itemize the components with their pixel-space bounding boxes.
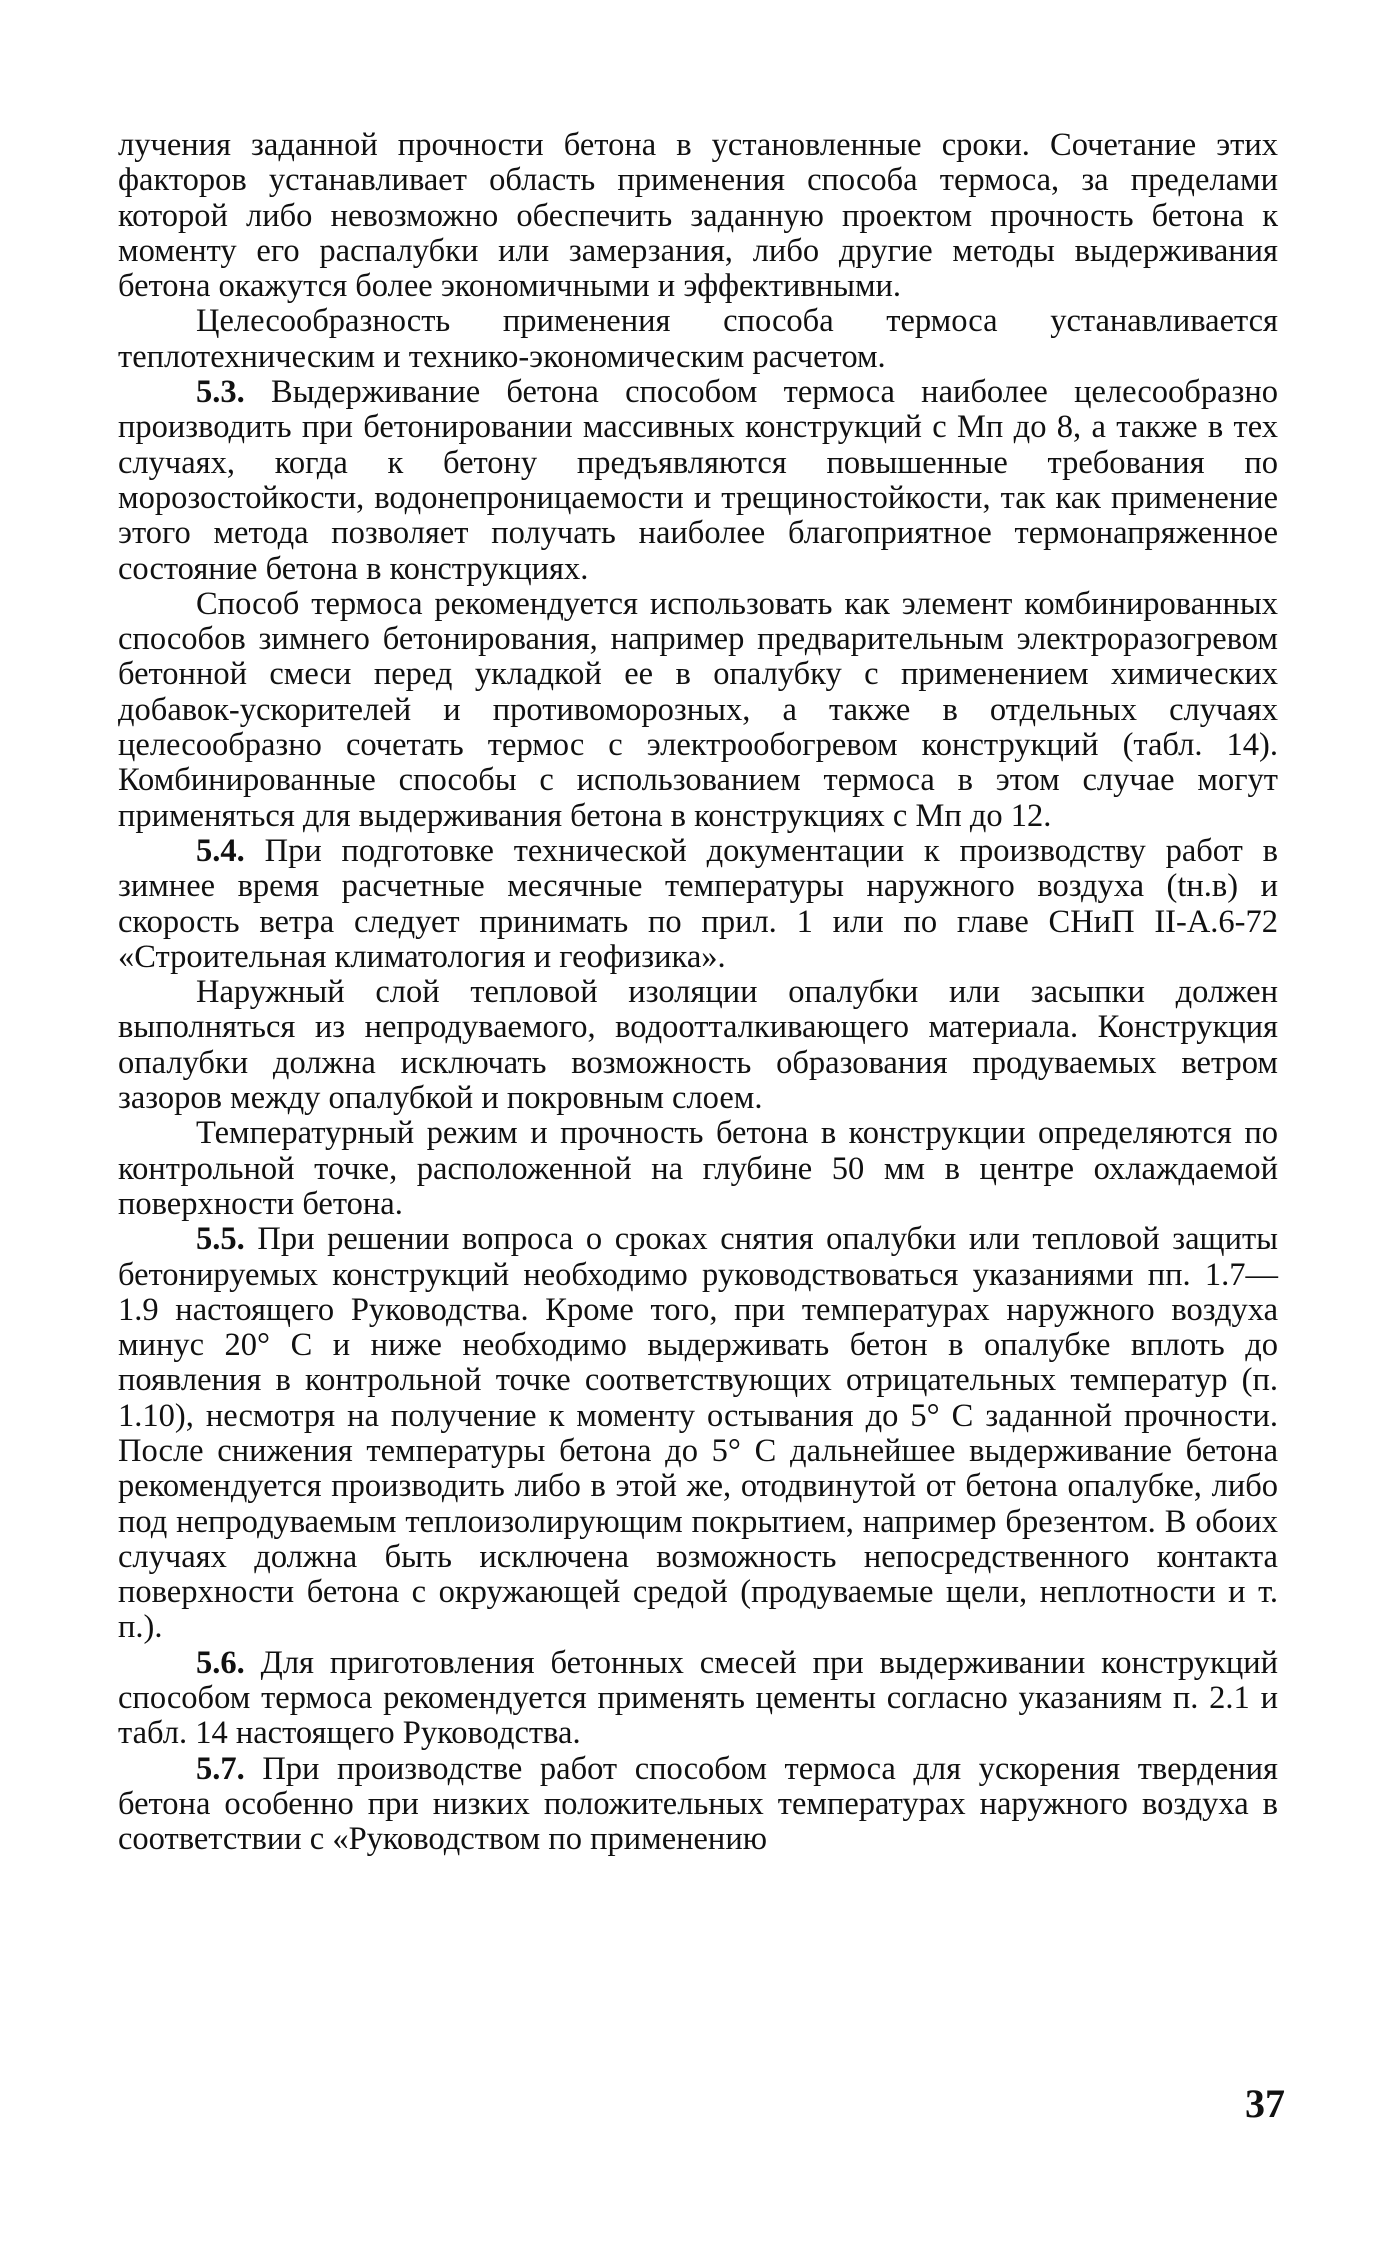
paragraph-text: При производстве работ способом термоса для ускорения твердения бетона особенно при низких положительных температурах наружного воздуха в соответствии с «Руководством по применению: [118, 1750, 1279, 1858]
paragraph-text: При решении вопроса о сроках снятия опалубки или тепловой защиты бетонируемых конструкций необходимо руководствоваться указаниями пп. 1.7—1.9 настоящего Руководства. Кроме того, при температурах наружного воздуха минус 20° С и ниже необходимо выдерживать бетон в опалубке вплоть до появления в контрольной точке соответствующих отрицательных температур (п. 1.10), несмотря на получение к моменту остывания до 5° С заданной прочности. После снижения температуры бетона до 5° С дальнейшее выдерживание бетона рекомендуется производить либо в этой же, отодвинутой от бетона опалубке, либо под непродуваемым теплоизолирующим покрытием, например брезентом. В обоих случаях должна быть исключена возможность непосредственного контакта поверхности бетона с окружающей средой (продуваемые щели, неплотности и т. п.).: [118, 1221, 1279, 1646]
paragraph-text: Температурный режим и прочность бетона в конструкции определяются по контрольной точке, расположенной на глубине 50 мм в центре охлаждаемой поверхности бетона.: [118, 1115, 1278, 1222]
paragraph-1: [118, 128, 1278, 304]
paragraph-6: [118, 975, 1278, 1116]
paragraph-text: Целесообразность применения способа термоса устанавливается теплотехническим и технико-экономическим расчетом.: [118, 303, 1278, 375]
document-page: [118, 128, 1278, 1858]
section-number: 5.4.: [196, 832, 245, 869]
paragraph-text: Способ термоса рекомендуется использовать как элемент комбинированных способов зимнего бетонирования, например предварительным электроразогревом бетонной смеси перед укладкой ее в опалубку с применением химических добавок-ускорителей и противоморозных, а также в отдельных случаях целесообразно сочетать термос с электрообогревом конструкций (табл. 14). Комбинированные способы с использованием термоса в этом случае могут применяться для выдерживания бетона в конструкциях с Mп до 12.: [118, 585, 1278, 834]
paragraph-text: лучения заданной прочности бетона в установленные сроки. Сочетание этих факторов устанавливает область применения способа термоса, за пределами которой либо невозможно обеспечить заданную проектом прочность бетона к моменту его распалубки или замерзания, либо другие методы выдерживания бетона окажутся более экономичными и эффективными.: [118, 127, 1278, 305]
paragraph-text: Для приготовления бетонных смесей при выдерживании конструкций способом термоса рекомендуется применять цементы согласно указаниям п. 2.1 и табл. 14 настоящего Руководства.: [118, 1644, 1279, 1752]
section-number: 5.5.: [196, 1221, 245, 1258]
paragraph-text: Наружный слой тепловой изоляции опалубки или засыпки должен выполняться из непродуваемого, водоотталкивающего материала. Конструкция опалубки должна исключать возможность образования продуваемых ветром зазоров между опалубкой и покровным слоем.: [118, 974, 1278, 1117]
section-5-7: [118, 1752, 1278, 1858]
section-5-3: [118, 375, 1278, 587]
page-number: 37: [1245, 2081, 1285, 2126]
section-number: 5.6.: [196, 1644, 245, 1681]
paragraph-7: [118, 1116, 1278, 1222]
paragraph-4: [118, 587, 1278, 834]
paragraph-text: При подготовке технической документации к производству работ в зимнее время расчетные месячные температуры наружного воздуха (tн.в) и скорость ветра следует принимать по прил. 1 или по главе СНиП II-А.6-72 «Строительная климатология и геофизика».: [118, 832, 1279, 975]
section-5-6: [118, 1646, 1278, 1752]
section-number: 5.7.: [196, 1750, 245, 1787]
section-5-5: [118, 1222, 1278, 1646]
section-number: 5.3.: [196, 374, 245, 411]
paragraph-text: Выдерживание бетона способом термоса наиболее целесообразно производить при бетонировании массивных конструкций с Mп до 8, а также в тех случаях, когда к бетону предъявляются повышенные требования по морозостойкости, водонепроницаемости и трещиностойкости, так как применение этого метода позволяет получать наиболее благоприятное термонапряженное состояние бетона в конструкциях.: [118, 374, 1278, 587]
paragraph-2: [118, 304, 1278, 375]
section-5-4: [118, 834, 1278, 975]
